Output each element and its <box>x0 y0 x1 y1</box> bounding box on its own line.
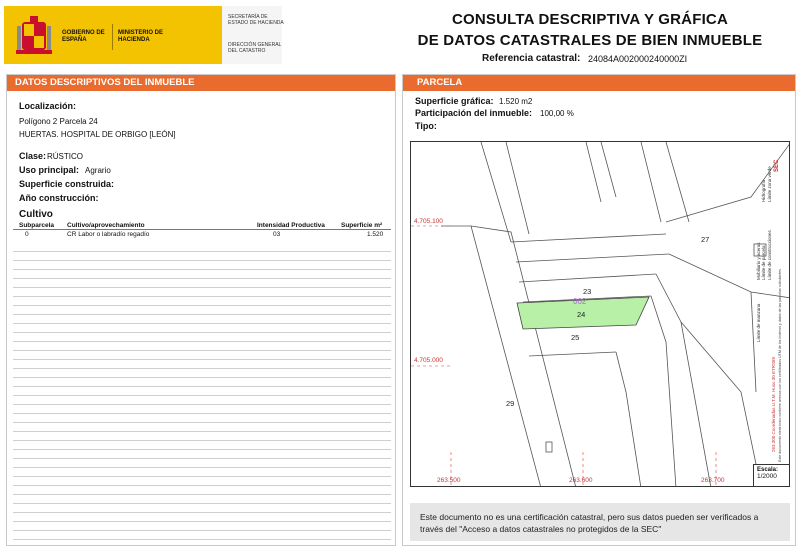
divider <box>112 24 113 50</box>
superficie-construida-label: Superficie construida: <box>19 179 115 189</box>
parcel-boundary <box>586 142 601 202</box>
legend-item: Límite de manzana <box>756 303 761 342</box>
uso-value: Agrario <box>85 166 111 175</box>
secretaria-name: SECRETARÍA DE ESTADO DE HACIENDA <box>228 14 284 26</box>
parcel-boundary <box>666 142 689 222</box>
cell-cultivo: CR Labor o labradío regadío <box>67 231 150 238</box>
table-row <box>13 230 391 239</box>
ref-value: 24084A002000240000ZI <box>588 54 688 64</box>
parcel-boundary <box>616 352 641 487</box>
direccion-name: DIRECCIÓN GENERAL DEL CATASTRO <box>228 42 282 54</box>
cultivo-title: Cultivo <box>19 209 53 220</box>
annex-side-text: Este documento electrónico contiene anexos con los certificados UTM de los linderos y datos de las parcelas colindantes <box>778 269 782 462</box>
header-prefix: DATOS DESCRIPTIVOS DEL <box>15 77 145 88</box>
parcel-boundary <box>441 226 541 487</box>
legend-item: Límite de parcela <box>761 245 766 280</box>
localizacion-label: Localización: <box>19 101 77 111</box>
cell-intensidad: 03 <box>273 231 281 238</box>
building-outline <box>546 442 552 452</box>
col-cultivo: Cultivo/aprovechamiento <box>67 222 145 229</box>
cell-superficie: 1.520 <box>367 231 384 238</box>
y-coord-label: 4.705.100 <box>414 218 443 225</box>
ref-label: Referencia catastral: <box>482 53 581 64</box>
parcel-number: 29 <box>506 399 515 408</box>
scale-label: Escala: <box>757 467 779 473</box>
parcel-boundary <box>516 254 669 262</box>
localizacion-line-2: HUERTAS. HOSPITAL DE ORBIGO [LEÓN] <box>19 130 176 139</box>
tipo-label: Tipo: <box>415 121 437 131</box>
x-coord-label: 263.700 <box>701 477 725 484</box>
participacion-label: Participación del inmueble: <box>415 108 533 118</box>
parcel-number: 24 <box>577 310 586 319</box>
panel-header-parcela: PARCELA <box>403 75 795 91</box>
parcel-boundary <box>519 274 656 282</box>
parcel-boundary <box>601 142 616 197</box>
parcel-boundary <box>641 142 661 222</box>
uso-label: Uso principal: <box>19 165 80 175</box>
parcel-number: 27 <box>701 235 710 244</box>
legend-item: Hidrografía <box>761 179 766 202</box>
panel-header-inmueble <box>7 75 395 91</box>
participacion-value: 100,00 % <box>540 109 574 118</box>
descriptive-data-panel <box>6 74 396 546</box>
clase-value: RÚSTICO <box>47 152 83 161</box>
localizacion-line-1: Polígono 2 Parcela 24 <box>19 117 98 126</box>
parcel-boundary <box>656 274 711 487</box>
anio-construccion-label: Año construcción: <box>19 193 99 203</box>
sup-grafica-value: 1.520 m2 <box>499 97 533 106</box>
col-superficie: Superficie m² <box>341 222 383 229</box>
y-coord-label: 4.705.000 <box>414 357 443 364</box>
document-title <box>380 9 800 51</box>
parcel-boundary <box>651 296 676 487</box>
title-line-2: DE DATOS CATASTRALES DE BIEN INMUEBLE <box>417 32 763 49</box>
coat-of-arms-icon <box>16 14 52 58</box>
parcel-boundary <box>481 142 511 242</box>
x-coord-label: 263.500 <box>437 477 461 484</box>
scale-box <box>753 464 789 486</box>
clase-label: Clase: <box>19 151 47 161</box>
scale-value: 1/2000 <box>757 473 777 480</box>
government-logo-strip <box>4 6 282 64</box>
parcel-boundary <box>471 226 576 487</box>
parcel-boundary <box>511 234 666 242</box>
table-header <box>13 221 391 230</box>
disclaimer-note: Este documento no es una certificación catastral, pero sus datos pueden ser verificados a través del "Acceso a datos catastrales no protegidos de la SEC" <box>410 503 790 541</box>
parcel-boundary <box>681 322 761 487</box>
cell-subparcela: 0 <box>25 231 29 238</box>
map-drawing <box>411 142 790 487</box>
x-coord-label: 263.600 <box>569 477 593 484</box>
cultivo-table <box>13 221 391 239</box>
legend-item: Límite de construcciones <box>767 230 772 280</box>
parcela-panel <box>402 74 796 546</box>
parcel-boundary <box>506 142 529 234</box>
parcel-number: 23 <box>583 287 592 296</box>
sec-logo-icon: SEC <box>774 159 780 172</box>
legend-item: Límite zona verde <box>767 166 772 202</box>
header-bold: INMUEBLE <box>144 77 195 88</box>
parcel-number: 25 <box>571 333 580 342</box>
gov-name: GOBIERNO DE ESPAÑA <box>62 30 105 43</box>
col-subparcela: Subparcela <box>19 222 55 229</box>
sup-grafica-label: Superficie gráfica: <box>415 96 494 106</box>
legend-item: Mobiliario y aceras <box>756 242 761 280</box>
ministry-name: MINISTERIO DE HACIENDA <box>118 30 164 43</box>
cadastral-map <box>410 141 790 487</box>
title-line-1: CONSULTA DESCRIPTIVA Y GRÁFICA <box>451 11 728 28</box>
col-intensidad: Intensidad Productiva <box>257 222 325 229</box>
utm-side-text: 263.300 Coordenadas U.T.M. Huso 30 ETRS89 <box>771 356 776 452</box>
table-empty-rows <box>13 243 391 543</box>
poligono-label: 002 <box>573 297 587 306</box>
